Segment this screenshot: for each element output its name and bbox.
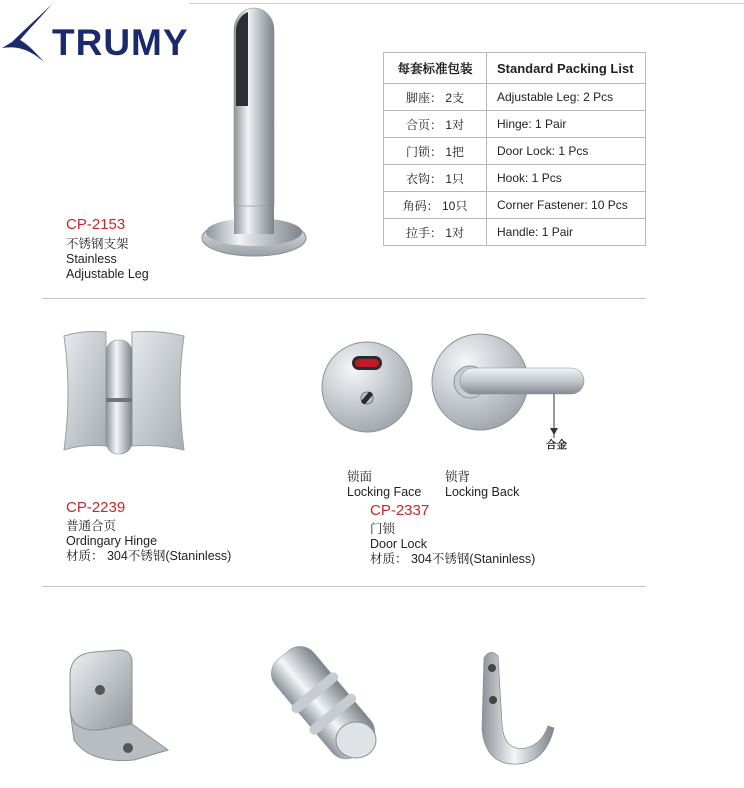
hinge-name-cn: 普通合页 [66,519,117,533]
leg-product-code: CP-2153 [66,216,126,233]
packing-item-cn: 门锁： 1把 [384,138,487,165]
packing-item-cn: 角码： 10只 [384,192,487,219]
packing-item-cn: 衣钩： 1只 [384,165,487,192]
hinge-material: 材质： 304不锈钢(Staninless) [66,549,232,563]
hook-image [462,644,562,774]
locking-face-en: Locking Face [347,485,422,499]
locking-face-image [320,340,414,434]
adjustable-leg-image [198,6,310,258]
lock-name-cn: 门锁 [370,522,396,536]
locking-face-cn: 锁面 [347,470,373,484]
lock-name-en: Door Lock [370,537,427,551]
alloy-arrow-icon [550,428,558,435]
packing-list-header-row [384,53,646,84]
table-row [384,192,646,219]
packing-list-header-en: Standard Packing List [487,53,646,84]
brand-logo-icon [2,2,54,64]
packing-item-cn: 拉手： 1对 [384,219,487,246]
packing-item-en: Hook: 1 Pcs [487,165,646,192]
packing-item-en: Handle: 1 Pair [487,219,646,246]
table-row [384,84,646,111]
section-divider [42,586,646,587]
alloy-label: 合金 [546,439,567,451]
handle-image [260,646,390,764]
packing-item-en: Hinge: 1 Pair [487,111,646,138]
leg-name-en-1: Stainless [66,252,117,266]
hinge-product-code: CP-2239 [66,499,126,516]
lock-material: 材质： 304不锈钢(Staninless) [370,552,536,566]
table-row [384,111,646,138]
packing-list-header-cn: 每套标准包装 [384,53,487,84]
lock-product-code: CP-2337 [370,502,430,519]
packing-item-en: Door Lock: 1 Pcs [487,138,646,165]
hinge-name-en: Ordingary Hinge [66,534,158,548]
packing-item-cn: 合页： 1对 [384,111,487,138]
packing-item-en: Corner Fastener: 10 Pcs [487,192,646,219]
top-divider [190,3,744,4]
leg-name-cn: 不锈钢支架 [66,237,129,251]
table-row [384,165,646,192]
packing-item-en: Adjustable Leg: 2 Pcs [487,84,646,111]
leg-name-en-2: Adjustable Leg [66,267,149,281]
packing-list-table [383,52,646,246]
table-row [384,138,646,165]
hinge-image [56,326,188,458]
locking-back-cn: 锁背 [445,470,471,484]
packing-item-cn: 脚座： 2支 [384,84,487,111]
locking-back-image [430,332,588,440]
table-row [384,219,646,246]
brand-name: TRUMY [52,22,189,63]
corner-fastener-image [60,646,172,766]
section-divider [42,298,646,299]
locking-back-en: Locking Back [445,485,520,499]
